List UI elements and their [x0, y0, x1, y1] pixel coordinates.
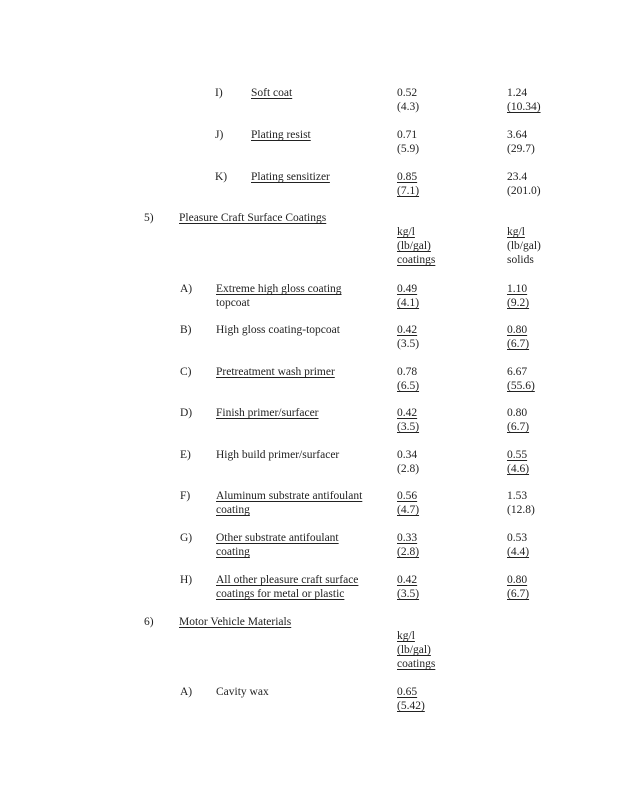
value: 6.67: [507, 366, 528, 378]
item-i: [215, 86, 292, 100]
value: 0.80: [507, 574, 528, 586]
value: (4.4): [507, 546, 530, 558]
value: (12.8): [507, 504, 535, 516]
value: 0.42: [397, 407, 418, 419]
item-name: Finish primer/surfacer: [216, 407, 319, 419]
item-5b: [180, 323, 340, 337]
item-label: I): [215, 87, 223, 99]
item-label: A): [180, 283, 193, 295]
item-k: [215, 170, 330, 184]
item-name: Plating resist: [251, 129, 311, 141]
value: 23.4: [507, 171, 528, 183]
value: 0.42: [397, 324, 418, 336]
unit-coatings-header-6: [397, 629, 435, 671]
item-i-coatings: [397, 86, 419, 114]
value: 0.53: [507, 532, 528, 544]
value: 0.49: [397, 283, 418, 295]
value: (4.3): [397, 101, 420, 113]
section-number: 5): [144, 212, 154, 224]
item-label: H): [180, 574, 193, 586]
unit: solids: [507, 254, 534, 266]
unit: (lb/gal): [507, 240, 541, 252]
value: (7.1): [397, 185, 420, 197]
value: (2.8): [397, 463, 420, 475]
item-5g: [180, 531, 339, 559]
item-5g-solids: [507, 531, 529, 559]
item-label: D): [180, 407, 193, 419]
unit: kg/l: [397, 630, 415, 642]
value: 1.24: [507, 87, 528, 99]
item-5c-solids: [507, 365, 535, 393]
value: (10.34): [507, 101, 541, 113]
value: 1.10: [507, 283, 528, 295]
item-5c-coatings: [397, 365, 419, 393]
value: (2.8): [397, 546, 420, 558]
item-5e-coatings: [397, 448, 419, 476]
item-name: Cavity wax: [216, 686, 269, 698]
unit: (lb/gal): [397, 644, 431, 656]
value: 0.34: [397, 449, 418, 461]
item-label: A): [180, 686, 193, 698]
value: 0.56: [397, 490, 418, 502]
unit-coatings-header: [397, 225, 435, 267]
item-label: F): [180, 490, 191, 502]
value: (4.1): [397, 297, 420, 309]
item-5e-solids: [507, 448, 529, 476]
value: 1.53: [507, 490, 528, 502]
value: (6.5): [397, 380, 420, 392]
item-name: High gloss coating-topcoat: [216, 324, 340, 336]
item-5a: [180, 282, 342, 310]
value: (3.5): [397, 338, 420, 350]
value: 0.55: [507, 449, 528, 461]
item-5h-coatings: [397, 573, 419, 601]
item-name: Aluminum substrate antifoulant: [216, 490, 363, 502]
item-5f: [180, 489, 362, 517]
value: (6.7): [507, 338, 530, 350]
item-i-solids: [507, 86, 541, 114]
item-5c: [180, 365, 335, 379]
unit: coatings: [397, 254, 436, 266]
value: 0.85: [397, 171, 418, 183]
item-label: B): [180, 324, 192, 336]
unit: coatings: [397, 658, 436, 670]
item-name: coatings for metal or plastic: [216, 588, 345, 600]
value: (4.6): [507, 463, 530, 475]
item-5f-coatings: [397, 489, 419, 517]
item-5d-solids: [507, 406, 529, 434]
value: (5.9): [397, 143, 420, 155]
item-5h-solids: [507, 573, 529, 601]
item-name: topcoat: [216, 297, 250, 309]
section-5-heading: [144, 211, 326, 225]
item-name: Pretreatment wash primer: [216, 366, 335, 378]
item-label: G): [180, 532, 193, 544]
item-name: High build primer/surfacer: [216, 449, 340, 461]
value: 0.78: [397, 366, 418, 378]
item-j: [215, 128, 311, 142]
value: (9.2): [507, 297, 530, 309]
item-5f-solids: [507, 489, 535, 517]
item-name: coating: [216, 504, 250, 516]
unit: (lb/gal): [397, 240, 431, 252]
value: 0.80: [507, 407, 528, 419]
item-5e: [180, 448, 339, 462]
item-j-solids: [507, 128, 535, 156]
value: (55.6): [507, 380, 535, 392]
value: (4.7): [397, 504, 420, 516]
value: (3.5): [397, 421, 420, 433]
value: (3.5): [397, 588, 420, 600]
item-5h: [180, 573, 358, 601]
value: (29.7): [507, 143, 535, 155]
value: 0.33: [397, 532, 418, 544]
value: 0.65: [397, 686, 418, 698]
value: (6.7): [507, 421, 530, 433]
value: 0.71: [397, 129, 418, 141]
item-5a-coatings: [397, 282, 419, 310]
item-k-coatings: [397, 170, 419, 198]
item-5a-solids: [507, 282, 529, 310]
item-name: Other substrate antifoulant: [216, 532, 339, 544]
item-label: K): [215, 171, 228, 183]
item-label: J): [215, 129, 224, 141]
item-5b-coatings: [397, 323, 419, 351]
section-title: Pleasure Craft Surface Coatings: [179, 212, 327, 224]
item-name: Plating sensitizer: [251, 171, 330, 183]
unit: kg/l: [507, 226, 525, 238]
section-number: 6): [144, 616, 154, 628]
item-k-solids: [507, 170, 541, 198]
item-name: Soft coat: [251, 87, 293, 99]
value: (6.7): [507, 588, 530, 600]
item-6a: [180, 685, 269, 699]
item-5g-coatings: [397, 531, 419, 559]
value: 0.42: [397, 574, 418, 586]
item-label: C): [180, 366, 192, 378]
item-label: E): [180, 449, 191, 461]
value: 0.80: [507, 324, 528, 336]
item-5b-solids: [507, 323, 529, 351]
section-title: Motor Vehicle Materials: [179, 616, 292, 628]
item-6a-coatings: [397, 685, 425, 713]
item-5d-coatings: [397, 406, 419, 434]
value: (201.0): [507, 185, 541, 197]
value: 0.52: [397, 87, 418, 99]
item-name: coating: [216, 546, 250, 558]
value: 3.64: [507, 129, 528, 141]
unit-solids-header: [507, 225, 541, 267]
item-name: Extreme high gloss coating: [216, 283, 342, 295]
section-6-heading: [144, 615, 291, 629]
value: (5.42): [397, 700, 425, 712]
unit: kg/l: [397, 226, 415, 238]
item-5d: [180, 406, 319, 420]
item-j-coatings: [397, 128, 419, 156]
item-name: All other pleasure craft surface: [216, 574, 359, 586]
